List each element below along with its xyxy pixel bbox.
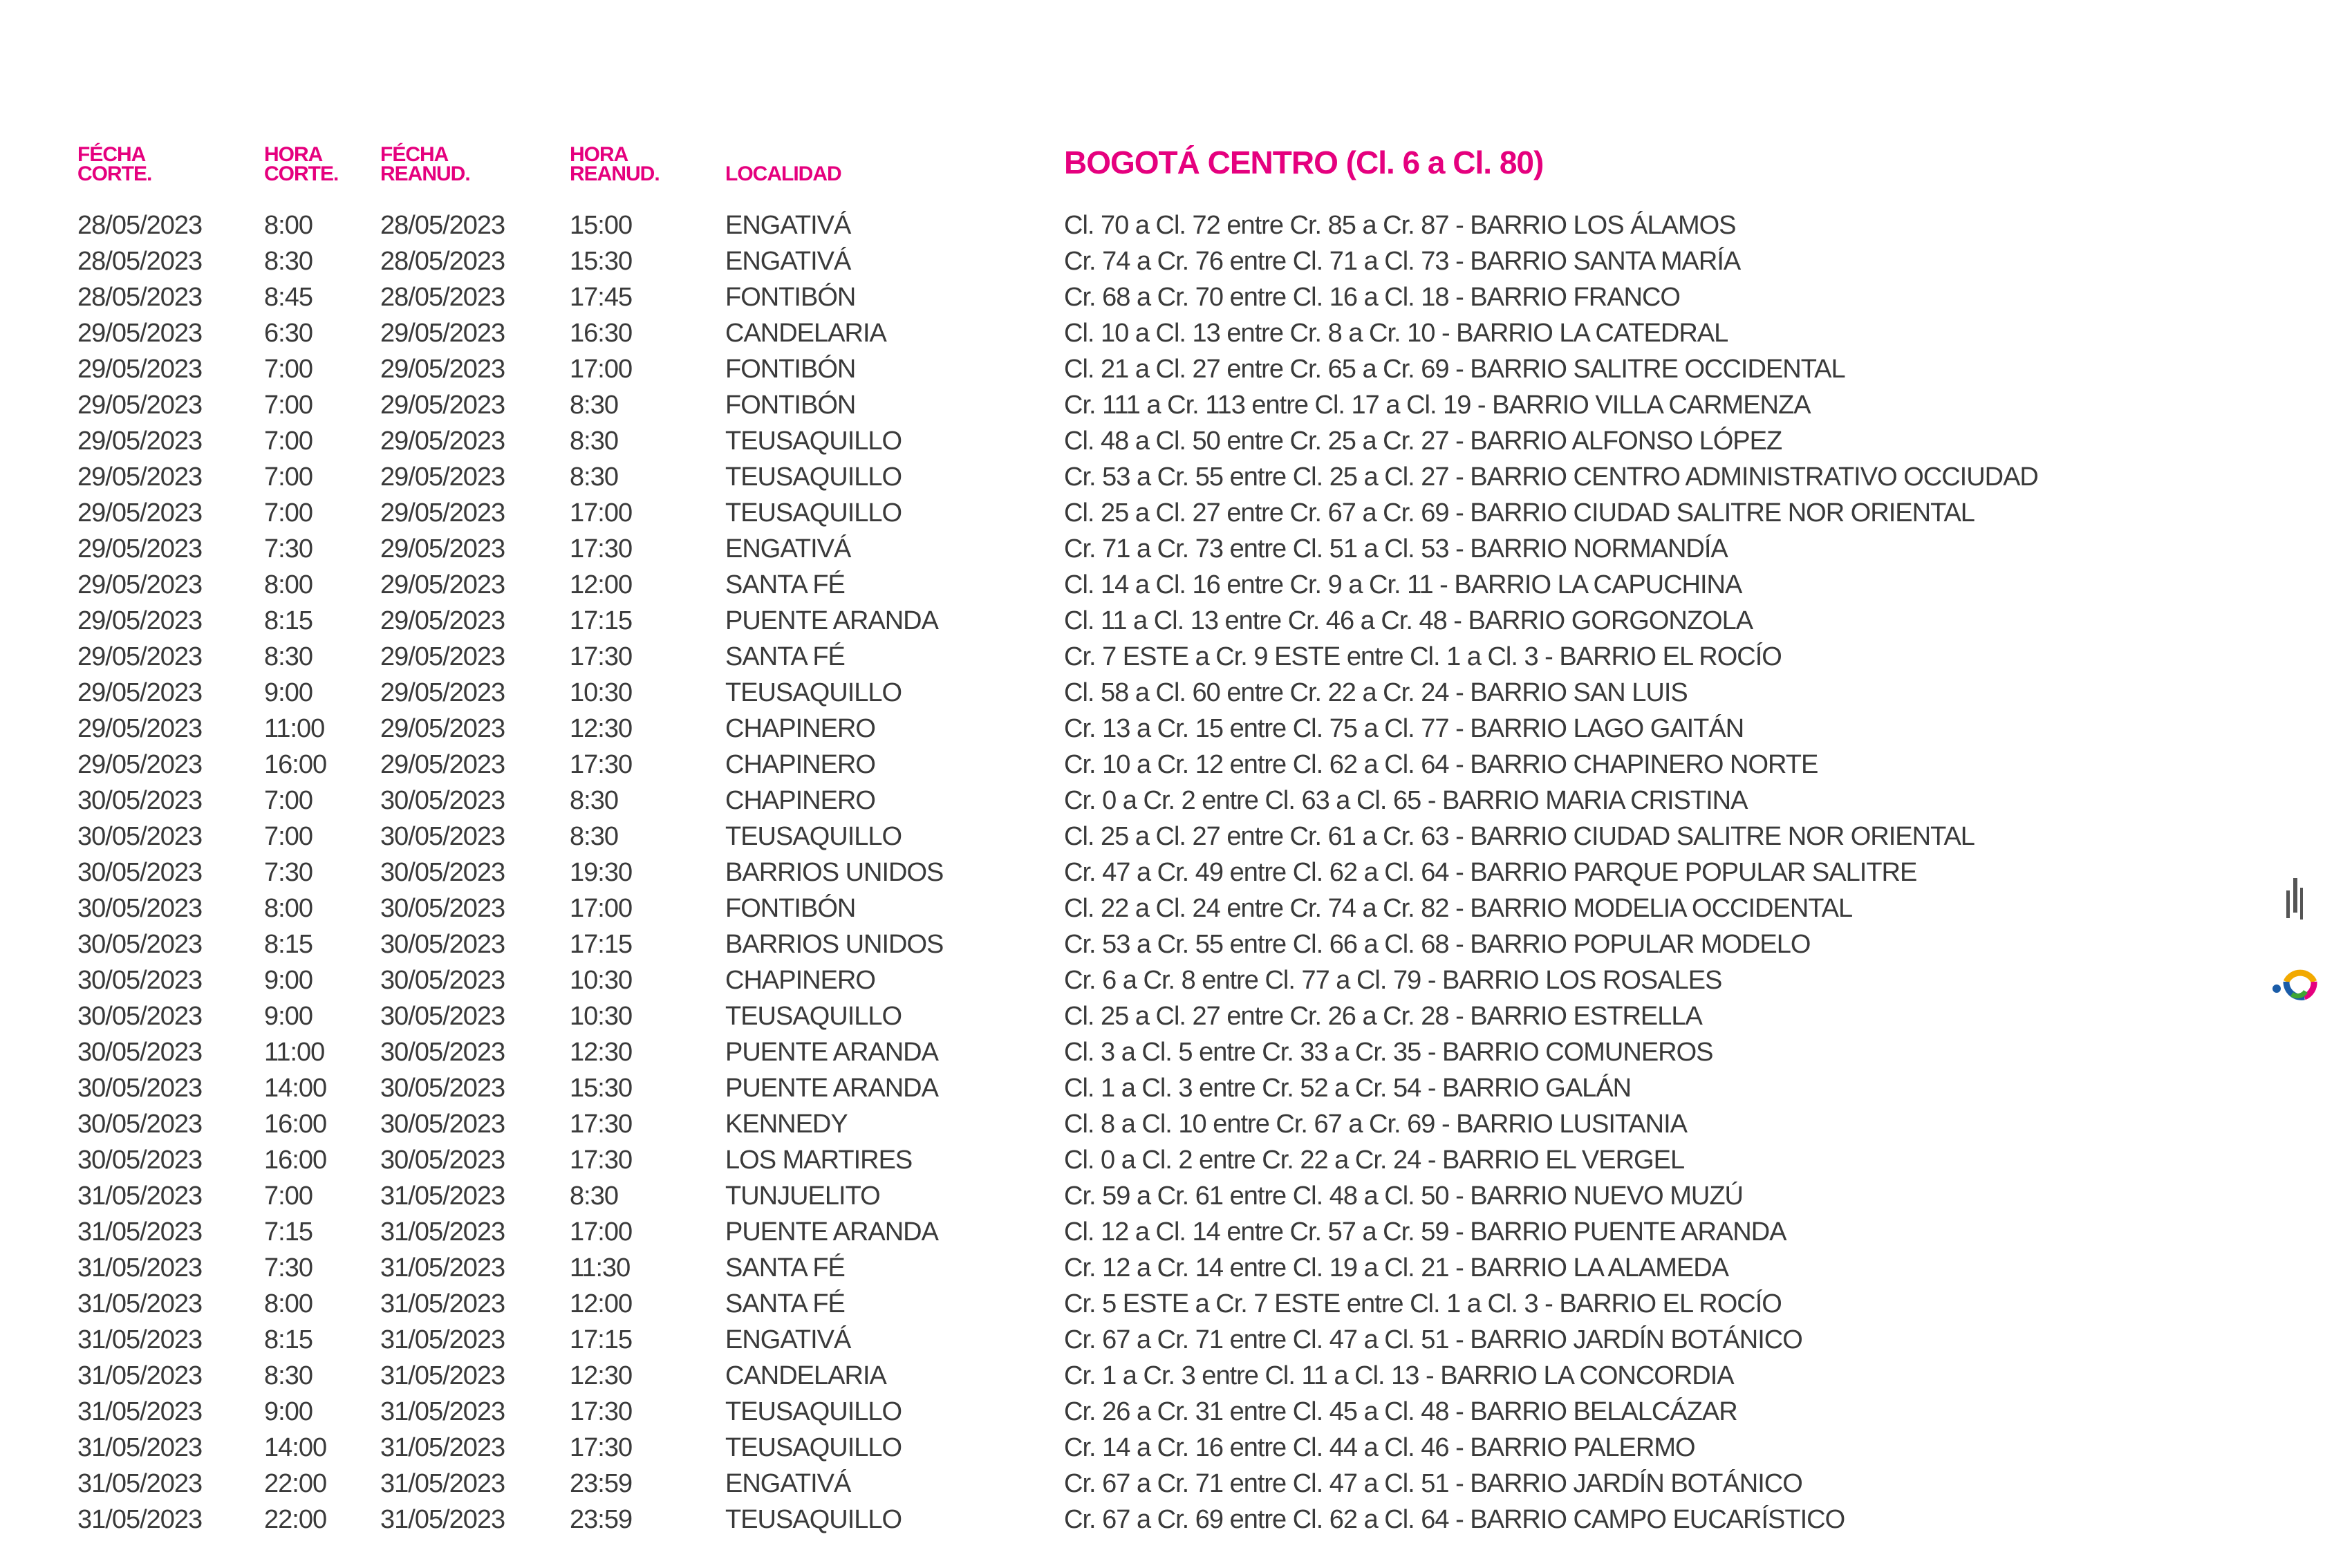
cell-fecha-reanud: 29/05/2023: [380, 570, 505, 599]
cell-hora-reanud: 17:30: [570, 1145, 633, 1175]
cell-direccion: Cr. 12 a Cr. 14 entre Cl. 19 a Cl. 21 - BARRIO LA ALAMEDA: [1064, 1253, 1729, 1282]
cell-localidad: ENGATIVÁ: [725, 1468, 851, 1498]
table-row: [77, 495, 2152, 531]
cell-direccion: Cr. 71 a Cr. 73 entre Cl. 51 a Cl. 53 - BARRIO NORMANDÍA: [1064, 534, 1728, 563]
cell-fecha-reanud: 29/05/2023: [380, 354, 505, 384]
cell-direccion: Cr. 0 a Cr. 2 entre Cl. 63 a Cl. 65 - BARRIO MARIA CRISTINA: [1064, 785, 1748, 815]
cell-localidad: ENGATIVÁ: [725, 246, 851, 276]
cell-localidad: TEUSAQUILLO: [725, 821, 902, 851]
cell-hora-corte: 8:00: [264, 893, 312, 923]
cell-fecha-corte: 30/05/2023: [77, 1145, 203, 1175]
cell-fecha-corte: 29/05/2023: [77, 462, 203, 492]
cell-fecha-reanud: 31/05/2023: [380, 1253, 505, 1282]
cell-fecha-corte: 31/05/2023: [77, 1181, 203, 1211]
cell-hora-reanud: 17:30: [570, 1109, 633, 1139]
cell-direccion: Cr. 1 a Cr. 3 entre Cl. 11 a Cl. 13 - BARRIO LA CONCORDIA: [1064, 1361, 1734, 1390]
cell-localidad: CANDELARIA: [725, 1361, 886, 1390]
table-row: [77, 890, 2152, 926]
cell-fecha-reanud: 30/05/2023: [380, 1037, 505, 1067]
cell-hora-corte: 9:00: [264, 965, 312, 995]
cell-hora-reanud: 12:00: [570, 1289, 633, 1318]
table-row: [77, 1358, 2152, 1394]
cell-hora-corte: 7:00: [264, 821, 312, 851]
cell-direccion: Cr. 26 a Cr. 31 entre Cl. 45 a Cl. 48 - BARRIO BELALCÁZAR: [1064, 1397, 1737, 1426]
cell-hora-corte: 9:00: [264, 1397, 312, 1426]
cell-hora-corte: 9:00: [264, 678, 312, 707]
cell-fecha-corte: 29/05/2023: [77, 354, 203, 384]
cell-hora-reanud: 8:30: [570, 426, 618, 456]
cell-fecha-corte: 31/05/2023: [77, 1397, 203, 1426]
table-row: [77, 1214, 2152, 1250]
cell-localidad: FONTIBÓN: [725, 282, 856, 312]
cell-hora-corte: 22:00: [264, 1468, 327, 1498]
cell-hora-corte: 16:00: [264, 749, 327, 779]
cell-fecha-reanud: 28/05/2023: [380, 246, 505, 276]
cell-direccion: Cl. 48 a Cl. 50 entre Cr. 25 a Cr. 27 - BARRIO ALFONSO LÓPEZ: [1064, 426, 1782, 456]
cell-direccion: Cl. 25 a Cl. 27 entre Cr. 26 a Cr. 28 - BARRIO ESTRELLA: [1064, 1001, 1702, 1031]
table-row: [77, 1142, 2152, 1178]
table-row: [77, 1034, 2152, 1070]
table-row: [77, 1394, 2152, 1430]
cell-hora-reanud: 17:00: [570, 1217, 633, 1247]
table-row: [77, 1286, 2152, 1322]
cell-localidad: CHAPINERO: [725, 749, 875, 779]
cell-hora-reanud: 17:45: [570, 282, 633, 312]
cell-fecha-corte: 29/05/2023: [77, 642, 203, 671]
cell-direccion: Cl. 12 a Cl. 14 entre Cr. 57 a Cr. 59 - BARRIO PUENTE ARANDA: [1064, 1217, 1786, 1247]
cell-fecha-corte: 31/05/2023: [77, 1361, 203, 1390]
cell-hora-corte: 7:30: [264, 534, 312, 563]
cell-hora-corte: 8:15: [264, 929, 312, 959]
cell-direccion: Cr. 10 a Cr. 12 entre Cl. 62 a Cl. 64 - BARRIO CHAPINERO NORTE: [1064, 749, 1818, 779]
cell-hora-reanud: 17:00: [570, 498, 633, 528]
cell-direccion: Cr. 53 a Cr. 55 entre Cl. 25 a Cl. 27 - BARRIO CENTRO ADMINISTRATIVO OCCIUDAD: [1064, 462, 2038, 492]
cell-localidad: CHAPINERO: [725, 965, 875, 995]
cell-fecha-corte: 30/05/2023: [77, 785, 203, 815]
cell-hora-corte: 8:45: [264, 282, 312, 312]
cell-hora-reanud: 8:30: [570, 1181, 618, 1211]
cell-fecha-reanud: 29/05/2023: [380, 462, 505, 492]
table-row: [77, 279, 2152, 315]
cell-hora-corte: 22:00: [264, 1504, 327, 1534]
header-hora-reanud-line1: HORA: [570, 143, 628, 166]
cell-hora-reanud: 17:30: [570, 534, 633, 563]
cell-fecha-corte: 30/05/2023: [77, 893, 203, 923]
cell-fecha-reanud: 31/05/2023: [380, 1361, 505, 1390]
cell-direccion: Cl. 0 a Cl. 2 entre Cr. 22 a Cr. 24 - BARRIO EL VERGEL: [1064, 1145, 1685, 1175]
cell-fecha-corte: 30/05/2023: [77, 1037, 203, 1067]
cell-direccion: Cl. 25 a Cl. 27 entre Cr. 61 a Cr. 63 - BARRIO CIUDAD SALITRE NOR ORIENTAL: [1064, 821, 1975, 851]
cell-direccion: Cr. 111 a Cr. 113 entre Cl. 17 a Cl. 19 - BARRIO VILLA CARMENZA: [1064, 390, 1811, 420]
cell-hora-corte: 8:00: [264, 570, 312, 599]
cell-fecha-reanud: 31/05/2023: [380, 1325, 505, 1354]
cell-fecha-reanud: 31/05/2023: [380, 1289, 505, 1318]
table-row: [77, 1430, 2152, 1466]
table-row: [77, 819, 2152, 855]
cell-direccion: Cl. 14 a Cl. 16 entre Cr. 9 a Cr. 11 - BARRIO LA CAPUCHINA: [1064, 570, 1742, 599]
cell-fecha-corte: 31/05/2023: [77, 1253, 203, 1282]
cell-fecha-reanud: 30/05/2023: [380, 1109, 505, 1139]
table-row: [77, 207, 2152, 243]
cell-localidad: PUENTE ARANDA: [725, 606, 938, 635]
cell-fecha-reanud: 30/05/2023: [380, 965, 505, 995]
cell-fecha-corte: 30/05/2023: [77, 929, 203, 959]
cell-localidad: LOS MARTIRES: [725, 1145, 913, 1175]
cell-localidad: TEUSAQUILLO: [725, 1432, 902, 1462]
table-row: [77, 387, 2152, 423]
table-row: [77, 459, 2152, 495]
cell-fecha-reanud: 29/05/2023: [380, 390, 505, 420]
zone-title: BOGOTÁ CENTRO (Cl. 6 a Cl. 80): [1064, 144, 1544, 180]
cell-fecha-reanud: 31/05/2023: [380, 1181, 505, 1211]
cell-localidad: BARRIOS UNIDOS: [725, 929, 944, 959]
cell-fecha-corte: 29/05/2023: [77, 678, 203, 707]
cell-hora-reanud: 17:15: [570, 1325, 633, 1354]
cell-localidad: PUENTE ARANDA: [725, 1037, 938, 1067]
table-row: [77, 315, 2152, 351]
cell-fecha-reanud: 29/05/2023: [380, 534, 505, 563]
cell-localidad: PUENTE ARANDA: [725, 1073, 938, 1103]
cell-hora-corte: 8:00: [264, 210, 312, 240]
cell-fecha-corte: 31/05/2023: [77, 1289, 203, 1318]
cell-fecha-corte: 29/05/2023: [77, 426, 203, 456]
table-row: [77, 711, 2152, 747]
cell-direccion: Cr. 47 a Cr. 49 entre Cl. 62 a Cl. 64 - BARRIO PARQUE POPULAR SALITRE: [1064, 857, 1917, 887]
cell-localidad: TEUSAQUILLO: [725, 1504, 902, 1534]
table-row: [77, 531, 2152, 567]
cell-fecha-reanud: 28/05/2023: [380, 210, 505, 240]
cell-hora-reanud: 15:00: [570, 210, 633, 240]
cell-fecha-corte: 29/05/2023: [77, 606, 203, 635]
cell-localidad: SANTA FÉ: [725, 1289, 845, 1318]
cell-hora-reanud: 23:59: [570, 1468, 633, 1498]
cell-direccion: Cl. 22 a Cl. 24 entre Cr. 74 a Cr. 82 - BARRIO MODELIA OCCIDENTAL: [1064, 893, 1853, 923]
table-row: [77, 1070, 2152, 1106]
cell-fecha-reanud: 31/05/2023: [380, 1217, 505, 1247]
table-body: [77, 207, 2152, 1538]
cell-direccion: Cr. 68 a Cr. 70 entre Cl. 16 a Cl. 18 - BARRIO FRANCO: [1064, 282, 1680, 312]
cell-direccion: Cr. 13 a Cr. 15 entre Cl. 75 a Cl. 77 - BARRIO LAGO GAITÁN: [1064, 713, 1744, 743]
header-localidad-label: LOCALIDAD: [725, 162, 841, 185]
cell-fecha-reanud: 29/05/2023: [380, 749, 505, 779]
cell-fecha-corte: 28/05/2023: [77, 246, 203, 276]
cell-hora-reanud: 17:30: [570, 1397, 633, 1426]
table-row: [77, 1466, 2152, 1502]
cell-hora-reanud: 8:30: [570, 462, 618, 492]
cell-fecha-reanud: 31/05/2023: [380, 1397, 505, 1426]
cell-localidad: FONTIBÓN: [725, 893, 856, 923]
cell-localidad: SANTA FÉ: [725, 570, 845, 599]
cell-direccion: Cr. 5 ESTE a Cr. 7 ESTE entre Cl. 1 a Cl. 3 - BARRIO EL ROCÍO: [1064, 1289, 1782, 1318]
table-row: [77, 1502, 2152, 1538]
cell-localidad: BARRIOS UNIDOS: [725, 857, 944, 887]
cell-fecha-reanud: 30/05/2023: [380, 893, 505, 923]
cell-fecha-reanud: 28/05/2023: [380, 282, 505, 312]
cell-fecha-corte: 30/05/2023: [77, 857, 203, 887]
cell-direccion: Cl. 1 a Cl. 3 entre Cr. 52 a Cr. 54 - BARRIO GALÁN: [1064, 1073, 1632, 1103]
cell-fecha-corte: 31/05/2023: [77, 1432, 203, 1462]
cell-direccion: Cr. 67 a Cr. 71 entre Cl. 47 a Cl. 51 - BARRIO JARDÍN BOTÁNICO: [1064, 1325, 1802, 1354]
cell-fecha-reanud: 30/05/2023: [380, 929, 505, 959]
cell-direccion: Cl. 11 a Cl. 13 entre Cr. 46 a Cr. 48 - BARRIO GORGONZOLA: [1064, 606, 1753, 635]
header-localidad: [725, 162, 1064, 185]
cell-hora-reanud: 8:30: [570, 785, 618, 815]
cell-fecha-reanud: 30/05/2023: [380, 857, 505, 887]
cell-hora-reanud: 8:30: [570, 821, 618, 851]
cell-hora-corte: 14:00: [264, 1073, 327, 1103]
table-row: [77, 926, 2152, 962]
header-hora-corte-line2: CORTE.: [264, 162, 339, 185]
table-row: [77, 567, 2152, 603]
cell-localidad: KENNEDY: [725, 1109, 848, 1139]
header-fecha-reanud-line1: FÉCHA: [380, 143, 449, 166]
cell-fecha-reanud: 30/05/2023: [380, 1001, 505, 1031]
cell-fecha-corte: 28/05/2023: [77, 210, 203, 240]
cell-fecha-reanud: 30/05/2023: [380, 1073, 505, 1103]
table-row: [77, 1250, 2152, 1286]
cell-localidad: CANDELARIA: [725, 318, 886, 348]
header-fecha-corte-line1: FÉCHA: [77, 143, 146, 166]
cell-direccion: Cl. 25 a Cl. 27 entre Cr. 67 a Cr. 69 - BARRIO CIUDAD SALITRE NOR ORIENTAL: [1064, 498, 1975, 528]
cell-fecha-corte: 31/05/2023: [77, 1504, 203, 1534]
cell-fecha-reanud: 29/05/2023: [380, 606, 505, 635]
cell-fecha-reanud: 31/05/2023: [380, 1468, 505, 1498]
cell-hora-corte: 7:00: [264, 426, 312, 456]
cell-hora-reanud: 10:30: [570, 965, 633, 995]
cell-fecha-reanud: 29/05/2023: [380, 318, 505, 348]
cell-fecha-reanud: 31/05/2023: [380, 1504, 505, 1534]
cell-direccion: Cr. 6 a Cr. 8 entre Cl. 77 a Cl. 79 - BARRIO LOS ROSALES: [1064, 965, 1722, 995]
table-row: [77, 1106, 2152, 1142]
cell-fecha-corte: 30/05/2023: [77, 1109, 203, 1139]
cell-fecha-corte: 30/05/2023: [77, 965, 203, 995]
cell-direccion: Cr. 53 a Cr. 55 entre Cl. 66 a Cl. 68 - BARRIO POPULAR MODELO: [1064, 929, 1811, 959]
cell-hora-corte: 8:00: [264, 1289, 312, 1318]
cell-fecha-corte: 29/05/2023: [77, 713, 203, 743]
cell-hora-corte: 6:30: [264, 318, 312, 348]
cell-fecha-corte: 31/05/2023: [77, 1217, 203, 1247]
cell-hora-reanud: 19:30: [570, 857, 633, 887]
table-row: [77, 243, 2152, 279]
cell-hora-corte: 8:30: [264, 246, 312, 276]
cell-hora-corte: 9:00: [264, 1001, 312, 1031]
cell-hora-corte: 8:30: [264, 642, 312, 671]
cell-localidad: ENGATIVÁ: [725, 210, 851, 240]
cell-direccion: Cl. 10 a Cl. 13 entre Cr. 8 a Cr. 10 - BARRIO LA CATEDRAL: [1064, 318, 1728, 348]
cell-hora-corte: 7:00: [264, 390, 312, 420]
cell-localidad: FONTIBÓN: [725, 354, 856, 384]
cell-hora-reanud: 12:30: [570, 1361, 633, 1390]
cell-hora-corte: 7:30: [264, 857, 312, 887]
cell-hora-reanud: 17:30: [570, 749, 633, 779]
cell-hora-reanud: 12:30: [570, 1037, 633, 1067]
cell-hora-corte: 7:00: [264, 1181, 312, 1211]
header-fecha-reanud-line2: REANUD.: [380, 162, 470, 185]
cell-hora-reanud: 23:59: [570, 1504, 633, 1534]
cell-hora-reanud: 12:00: [570, 570, 633, 599]
cell-fecha-reanud: 29/05/2023: [380, 642, 505, 671]
cell-direccion: Cl. 70 a Cl. 72 entre Cr. 85 a Cr. 87 - BARRIO LOS ÁLAMOS: [1064, 210, 1736, 240]
cell-direccion: Cl. 58 a Cl. 60 entre Cr. 22 a Cr. 24 - BARRIO SAN LUIS: [1064, 678, 1688, 707]
cell-fecha-corte: 30/05/2023: [77, 1001, 203, 1031]
cell-hora-reanud: 12:30: [570, 713, 633, 743]
table-row: [77, 747, 2152, 783]
cell-fecha-corte: 31/05/2023: [77, 1468, 203, 1498]
table-row: [77, 639, 2152, 675]
table-row: [77, 962, 2152, 998]
cell-direccion: Cl. 21 a Cl. 27 entre Cr. 65 a Cr. 69 - BARRIO SALITRE OCCIDENTAL: [1064, 354, 1845, 384]
cell-localidad: TEUSAQUILLO: [725, 1397, 902, 1426]
table-header: [77, 129, 2152, 184]
cell-hora-reanud: 10:30: [570, 1001, 633, 1031]
cell-fecha-corte: 29/05/2023: [77, 570, 203, 599]
cell-direccion: Cr. 59 a Cr. 61 entre Cl. 48 a Cl. 50 - BARRIO NUEVO MUZÚ: [1064, 1181, 1743, 1211]
cell-hora-reanud: 10:30: [570, 678, 633, 707]
cell-fecha-corte: 31/05/2023: [77, 1325, 203, 1354]
cell-hora-corte: 7:00: [264, 498, 312, 528]
cell-fecha-corte: 28/05/2023: [77, 282, 203, 312]
table-row: [77, 675, 2152, 711]
cell-fecha-corte: 29/05/2023: [77, 498, 203, 528]
cell-localidad: TUNJUELITO: [725, 1181, 880, 1211]
cell-fecha-reanud: 30/05/2023: [380, 821, 505, 851]
cell-localidad: TEUSAQUILLO: [725, 678, 902, 707]
cell-localidad: PUENTE ARANDA: [725, 1217, 938, 1247]
cell-fecha-reanud: 29/05/2023: [380, 426, 505, 456]
table-row: [77, 998, 2152, 1034]
cell-fecha-reanud: 29/05/2023: [380, 678, 505, 707]
cell-hora-corte: 11:00: [264, 713, 325, 743]
cell-hora-corte: 7:30: [264, 1253, 312, 1282]
cell-direccion: Cl. 3 a Cl. 5 entre Cr. 33 a Cr. 35 - BARRIO COMUNEROS: [1064, 1037, 1713, 1067]
cell-fecha-corte: 29/05/2023: [77, 390, 203, 420]
cell-hora-corte: 16:00: [264, 1109, 327, 1139]
cell-localidad: ENGATIVÁ: [725, 534, 851, 563]
cell-fecha-reanud: 30/05/2023: [380, 1145, 505, 1175]
cell-localidad: FONTIBÓN: [725, 390, 856, 420]
outage-schedule-table: [77, 129, 2152, 1538]
cell-hora-reanud: 15:30: [570, 246, 633, 276]
cell-hora-reanud: 11:30: [570, 1253, 631, 1282]
cell-localidad: SANTA FÉ: [725, 642, 845, 671]
cell-hora-reanud: 17:00: [570, 354, 633, 384]
cell-hora-corte: 8:30: [264, 1361, 312, 1390]
cell-direccion: Cr. 67 a Cr. 69 entre Cl. 62 a Cl. 64 - BARRIO CAMPO EUCARÍSTICO: [1064, 1504, 1845, 1534]
cell-direccion: Cr. 7 ESTE a Cr. 9 ESTE entre Cl. 1 a Cl. 3 - BARRIO EL ROCÍO: [1064, 642, 1782, 671]
table-row: [77, 1178, 2152, 1214]
cell-direccion: Cr. 14 a Cr. 16 entre Cl. 44 a Cl. 46 - BARRIO PALERMO: [1064, 1432, 1695, 1462]
cell-hora-reanud: 8:30: [570, 390, 618, 420]
cell-hora-corte: 7:00: [264, 462, 312, 492]
cell-hora-reanud: 17:30: [570, 1432, 633, 1462]
table-row: [77, 1322, 2152, 1358]
cell-fecha-corte: 30/05/2023: [77, 821, 203, 851]
cell-fecha-reanud: 29/05/2023: [380, 713, 505, 743]
cell-localidad: TEUSAQUILLO: [725, 426, 902, 456]
cell-localidad: SANTA FÉ: [725, 1253, 845, 1282]
cell-hora-corte: 16:00: [264, 1145, 327, 1175]
header-fecha-corte-line2: CORTE.: [77, 162, 152, 185]
cell-localidad: ENGATIVÁ: [725, 1325, 851, 1354]
cell-localidad: CHAPINERO: [725, 713, 875, 743]
table-row: [77, 855, 2152, 890]
cell-hora-reanud: 16:30: [570, 318, 633, 348]
table-row: [77, 423, 2152, 459]
header-fecha-reanud: [380, 145, 570, 184]
cell-fecha-corte: 29/05/2023: [77, 318, 203, 348]
cell-hora-reanud: 15:30: [570, 1073, 633, 1103]
cell-hora-reanud: 17:15: [570, 929, 633, 959]
company-logo-icon: [2271, 878, 2320, 1009]
cell-fecha-reanud: 30/05/2023: [380, 785, 505, 815]
cell-fecha-reanud: 29/05/2023: [380, 498, 505, 528]
cell-hora-corte: 8:15: [264, 1325, 312, 1354]
cell-fecha-corte: 30/05/2023: [77, 1073, 203, 1103]
header-fecha-corte: [77, 145, 264, 184]
header-hora-corte-line1: HORA: [264, 143, 323, 166]
header-hora-reanud-line2: REANUD.: [570, 162, 660, 185]
cell-hora-corte: 11:00: [264, 1037, 325, 1067]
cell-localidad: TEUSAQUILLO: [725, 462, 902, 492]
table-row: [77, 783, 2152, 819]
cell-fecha-corte: 29/05/2023: [77, 534, 203, 563]
cell-direccion: Cr. 67 a Cr. 71 entre Cl. 47 a Cl. 51 - BARRIO JARDÍN BOTÁNICO: [1064, 1468, 1802, 1498]
cell-fecha-reanud: 31/05/2023: [380, 1432, 505, 1462]
cell-localidad: TEUSAQUILLO: [725, 498, 902, 528]
cell-hora-reanud: 17:15: [570, 606, 633, 635]
cell-localidad: TEUSAQUILLO: [725, 1001, 902, 1031]
cell-direccion: Cl. 8 a Cl. 10 entre Cr. 67 a Cr. 69 - BARRIO LUSITANIA: [1064, 1109, 1687, 1139]
header-hora-corte: [264, 145, 380, 184]
cell-fecha-corte: 29/05/2023: [77, 749, 203, 779]
table-row: [77, 351, 2152, 387]
cell-direccion: Cr. 74 a Cr. 76 entre Cl. 71 a Cl. 73 - BARRIO SANTA MARÍA: [1064, 246, 1741, 276]
cell-hora-reanud: 17:30: [570, 642, 633, 671]
cell-hora-corte: 7:00: [264, 785, 312, 815]
cell-hora-corte: 8:15: [264, 606, 312, 635]
header-hora-reanud: [570, 145, 725, 184]
cell-hora-corte: 7:00: [264, 354, 312, 384]
table-row: [77, 603, 2152, 639]
cell-localidad: CHAPINERO: [725, 785, 875, 815]
cell-hora-corte: 7:15: [264, 1217, 312, 1247]
cell-hora-reanud: 17:00: [570, 893, 633, 923]
cell-hora-corte: 14:00: [264, 1432, 327, 1462]
